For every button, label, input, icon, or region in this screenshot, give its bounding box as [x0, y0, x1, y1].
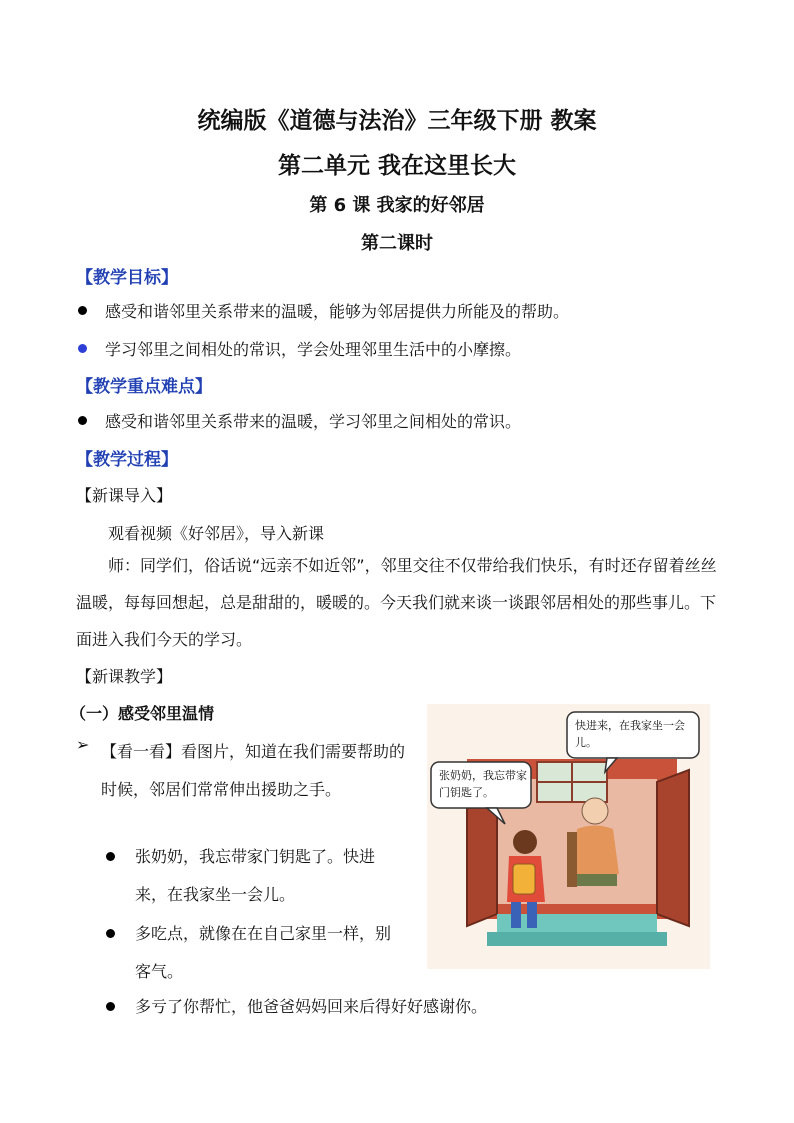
- intro-line: 观看视频《好邻居》，导入新课: [108, 524, 325, 543]
- process-heading: 【教学过程】: [76, 450, 178, 470]
- child-speech-bubble: 张奶奶，我忘带家门钥匙了。: [439, 769, 527, 799]
- key-point-item: 感受和谐邻里关系带来的温暖，学习邻里之间相处的常识。: [76, 409, 521, 432]
- bullet-dot-icon: [106, 1002, 115, 1011]
- part1-heading: （一）感受邻里温情: [70, 704, 215, 723]
- dialogue-item: 张奶奶，我忘带家门钥匙了。快进来，在我家坐一会儿。: [106, 838, 396, 914]
- period-title: 第二课时: [361, 233, 433, 254]
- bullet-dot-icon: [78, 344, 87, 353]
- goals-heading: 【教学目标】: [76, 268, 178, 288]
- goal-item: 感受和谐邻里关系带来的温暖，能够为邻居提供力所能及的帮助。: [76, 299, 569, 322]
- look-paragraph: 【看一看】看图片，知道在我们需要帮助的时候，邻居们常常伸出援助之手。: [101, 742, 406, 799]
- grandma-speech-bubble: 快进来，在我家坐一会儿。: [575, 719, 685, 749]
- bullet-dot-icon: [78, 416, 87, 425]
- neighbor-illustration: [427, 704, 710, 969]
- teach-heading: 【新课教学】: [76, 667, 173, 686]
- bullet-dot-icon: [78, 306, 87, 315]
- unit-title: 第二单元 我在这里长大: [277, 153, 516, 179]
- arrow-bullet-icon: ➢: [76, 735, 90, 754]
- bullet-dot-icon: [106, 852, 115, 861]
- document-title: 统编版《道德与法治》三年级下册 教案: [197, 108, 597, 134]
- lesson-title: 第 6 课 我家的好邻居: [309, 195, 485, 216]
- bullet-dot-icon: [106, 929, 115, 938]
- dialogue-item: 多吃点，就像在在自己家里一样，别客气。: [106, 915, 396, 991]
- teacher-paragraph: 师：同学们，俗话说“远亲不如近邻”，邻里交往不仅带给我们快乐，有时还存留着丝丝温暖，每每回想起，总是甜甜的，暖暖的。今天我们就来谈一谈跟邻居相处的那些事儿。下面进入我们今天的学习。: [76, 556, 717, 649]
- intro-heading: 【新课导入】: [76, 486, 173, 505]
- goal-item: 学习邻里之间相处的常识，学会处理邻里生活中的小摩擦。: [76, 337, 521, 360]
- key-points-heading: 【教学重点难点】: [76, 377, 212, 397]
- dialogue-item: 多亏了你帮忙，他爸爸妈妈回来后得好好感谢你。: [106, 988, 576, 1026]
